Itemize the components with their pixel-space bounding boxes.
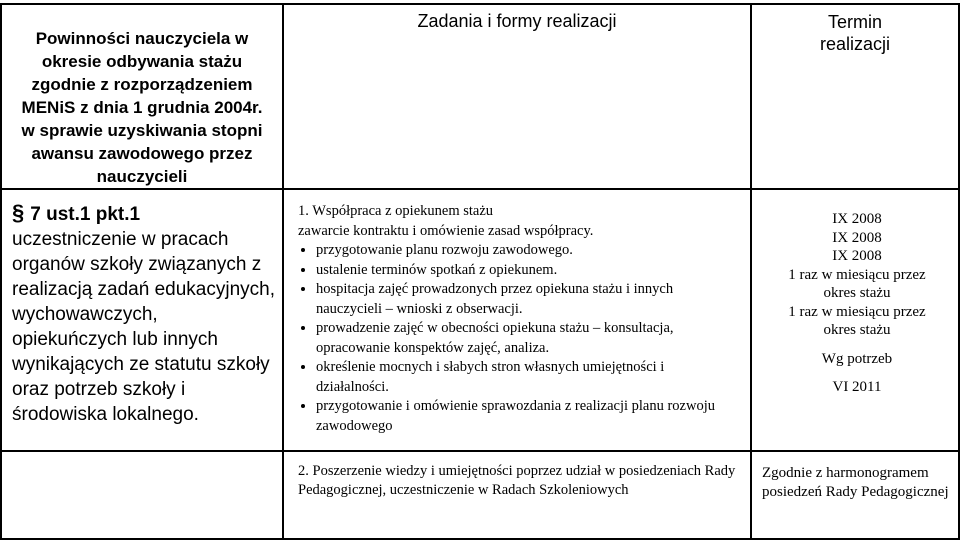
term-line: IX 2008 bbox=[832, 248, 882, 264]
header-duties-line: w sprawie uzyskiwania stopni bbox=[21, 121, 263, 140]
list-item: • ustalenie terminów spotkań z opiekunem. bbox=[316, 261, 738, 281]
table-row bbox=[1, 451, 959, 539]
duty-cell-empty bbox=[1, 451, 283, 539]
term-line: IX 2008 bbox=[832, 229, 882, 246]
task-title: 1. Współpraca z opiekunem stażu bbox=[298, 203, 494, 219]
term-line: 1 raz w miesiącu przez bbox=[788, 303, 926, 320]
header-tasks bbox=[283, 4, 751, 189]
table-row bbox=[1, 189, 959, 451]
term-line: okres stażu bbox=[823, 285, 891, 301]
header-term bbox=[751, 4, 959, 189]
header-duties-line: okresie odbywania stażu bbox=[41, 52, 243, 71]
header-term-line: Termin bbox=[827, 12, 882, 32]
term-text: Zgodnie z harmonogramem posiedzeń Rady Pedagogicznej bbox=[762, 465, 949, 500]
term-line: Wg potrzeb bbox=[821, 350, 893, 367]
list-item: • określenie mocnych i słabych stron własnych umiejętności i działalności. bbox=[316, 358, 738, 397]
list-item: • przygotowanie planu rozwoju zawodowego. bbox=[316, 241, 738, 261]
tasks-cell bbox=[283, 189, 751, 451]
header-duties-line: nauczycieli bbox=[96, 167, 188, 186]
task-intro: zawarcie kontraktu i omówienie zasad współpracy. bbox=[298, 222, 594, 239]
header-duties-line: awansu zawodowego przez bbox=[31, 144, 253, 163]
header-duties-line: MENiS z dnia 1 grudnia 2004r. bbox=[21, 98, 263, 117]
term-spacer bbox=[764, 368, 950, 378]
header-duties-line: zgodnie z rozporządzeniem bbox=[31, 75, 253, 94]
header-duties bbox=[1, 4, 283, 189]
term-line: IX 2008 bbox=[832, 211, 882, 227]
term-line: 1 raz w miesiącu przez bbox=[788, 266, 926, 283]
duty-cell bbox=[1, 189, 283, 451]
term-spacer bbox=[764, 340, 950, 350]
list-item: • hospitacja zajęć prowadzonych przez opiekuna stażu i innych nauczycieli – wnioski z obserwacji. bbox=[316, 280, 738, 319]
task-text: 2. Poszerzenie wiedzy i umiejętności poprzez udział w posiedzeniach Rady Pedagogicznej, uczestniczenie w Radach Szkoleniowych bbox=[298, 463, 736, 498]
duty-text: uczestniczenie w pracach organów szkoły związanych z realizacją zadań edukacyjnych, wychowawczych, opiekuńczych lub innych wynikających ze statutu szkoły oraz potrzeb szkoły i środowiska lokalnego. bbox=[12, 229, 275, 425]
header-term-line: realizacji bbox=[819, 34, 891, 54]
paragraph-heading bbox=[12, 200, 276, 227]
task-list bbox=[298, 241, 738, 436]
paragraph-reference: 7 ust.1 pkt.1 bbox=[30, 204, 141, 225]
header-tasks-label: Zadania i formy realizacji bbox=[417, 11, 617, 31]
staz-duties-table bbox=[0, 3, 960, 540]
term-cell bbox=[751, 451, 959, 539]
term-line: okres stażu bbox=[823, 322, 891, 338]
term-cell bbox=[751, 189, 959, 451]
tasks-cell bbox=[283, 451, 751, 539]
header-row bbox=[1, 4, 959, 189]
header-duties-line: Powinności nauczyciela w bbox=[35, 29, 249, 48]
section-sign-icon: § bbox=[12, 200, 25, 225]
list-item: • prowadzenie zajęć w obecności opiekuna stażu – konsultacja, opracowanie konspektów zajęć, analiza. bbox=[316, 319, 738, 358]
list-item: • przygotowanie i omówienie sprawozdania z realizacji planu rozwoju zawodowego bbox=[316, 397, 738, 436]
term-line: VI 2011 bbox=[832, 379, 882, 395]
